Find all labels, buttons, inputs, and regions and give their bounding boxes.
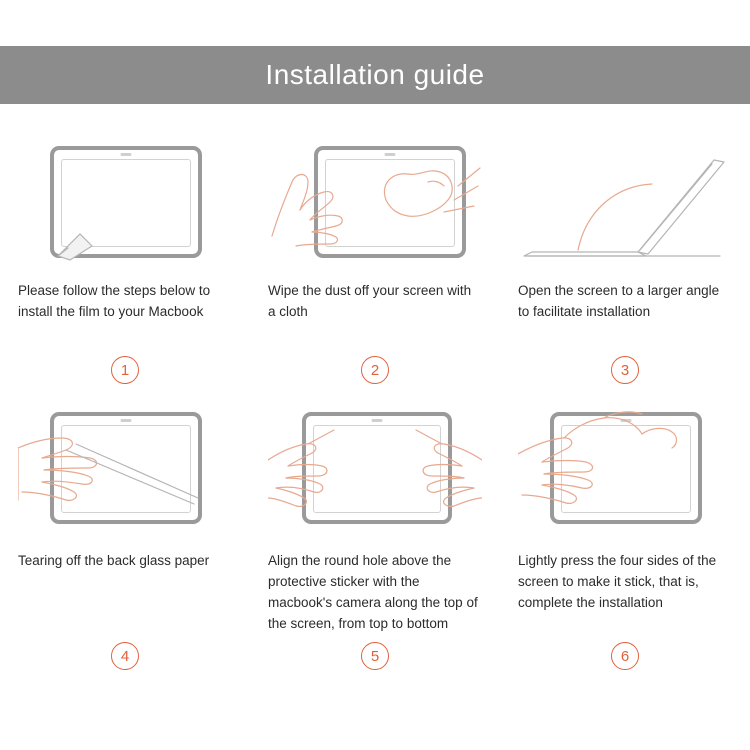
step-3-caption: Open the screen to a larger angle to facilitate installation	[518, 283, 720, 319]
step-item-3	[500, 128, 750, 398]
steps-row-1	[0, 128, 750, 398]
step-1-caption: Please follow the steps below to install the film to your Macbook	[18, 283, 211, 319]
step-4-illustration	[18, 408, 232, 528]
steps-grid	[0, 128, 750, 698]
step-5-illustration	[268, 408, 482, 528]
step-item-1	[0, 128, 250, 398]
step-3-number: 3	[611, 356, 639, 384]
header-banner	[0, 46, 750, 104]
step-item-4	[0, 398, 250, 698]
two-hands-aligning-icon	[268, 408, 482, 538]
step-6-number: 6	[611, 642, 639, 670]
step-2-illustration	[268, 138, 482, 258]
step-6-caption: Lightly press the four sides of the screen to make it stick, that is, complete the installation	[518, 553, 717, 610]
step-5-caption: Align the round hole above the protective sticker with the macbook's camera along the top of the screen, from top to bottom	[268, 553, 478, 631]
peeling-film-corner-icon	[18, 138, 232, 268]
step-1-illustration	[18, 138, 232, 258]
step-item-2	[250, 128, 500, 398]
step-3-illustration	[518, 138, 732, 258]
step-1-number: 1	[111, 356, 139, 384]
step-item-5	[250, 398, 500, 698]
steps-row-2	[0, 398, 750, 698]
page-title: Installation guide	[265, 59, 485, 90]
laptop-open-angle-icon	[518, 138, 732, 268]
hand-pressing-screen-icon	[518, 408, 732, 538]
hand-with-cloth-icon	[268, 138, 482, 268]
step-4-caption: Tearing off the back glass paper	[18, 553, 210, 568]
step-6-illustration	[518, 408, 732, 528]
hand-tearing-paper-icon	[18, 408, 232, 538]
step-4-number: 4	[111, 642, 139, 670]
step-item-6	[500, 398, 750, 698]
step-5-number: 5	[361, 642, 389, 670]
step-2-caption: Wipe the dust off your screen with a cloth	[268, 283, 472, 319]
step-2-number: 2	[361, 356, 389, 384]
